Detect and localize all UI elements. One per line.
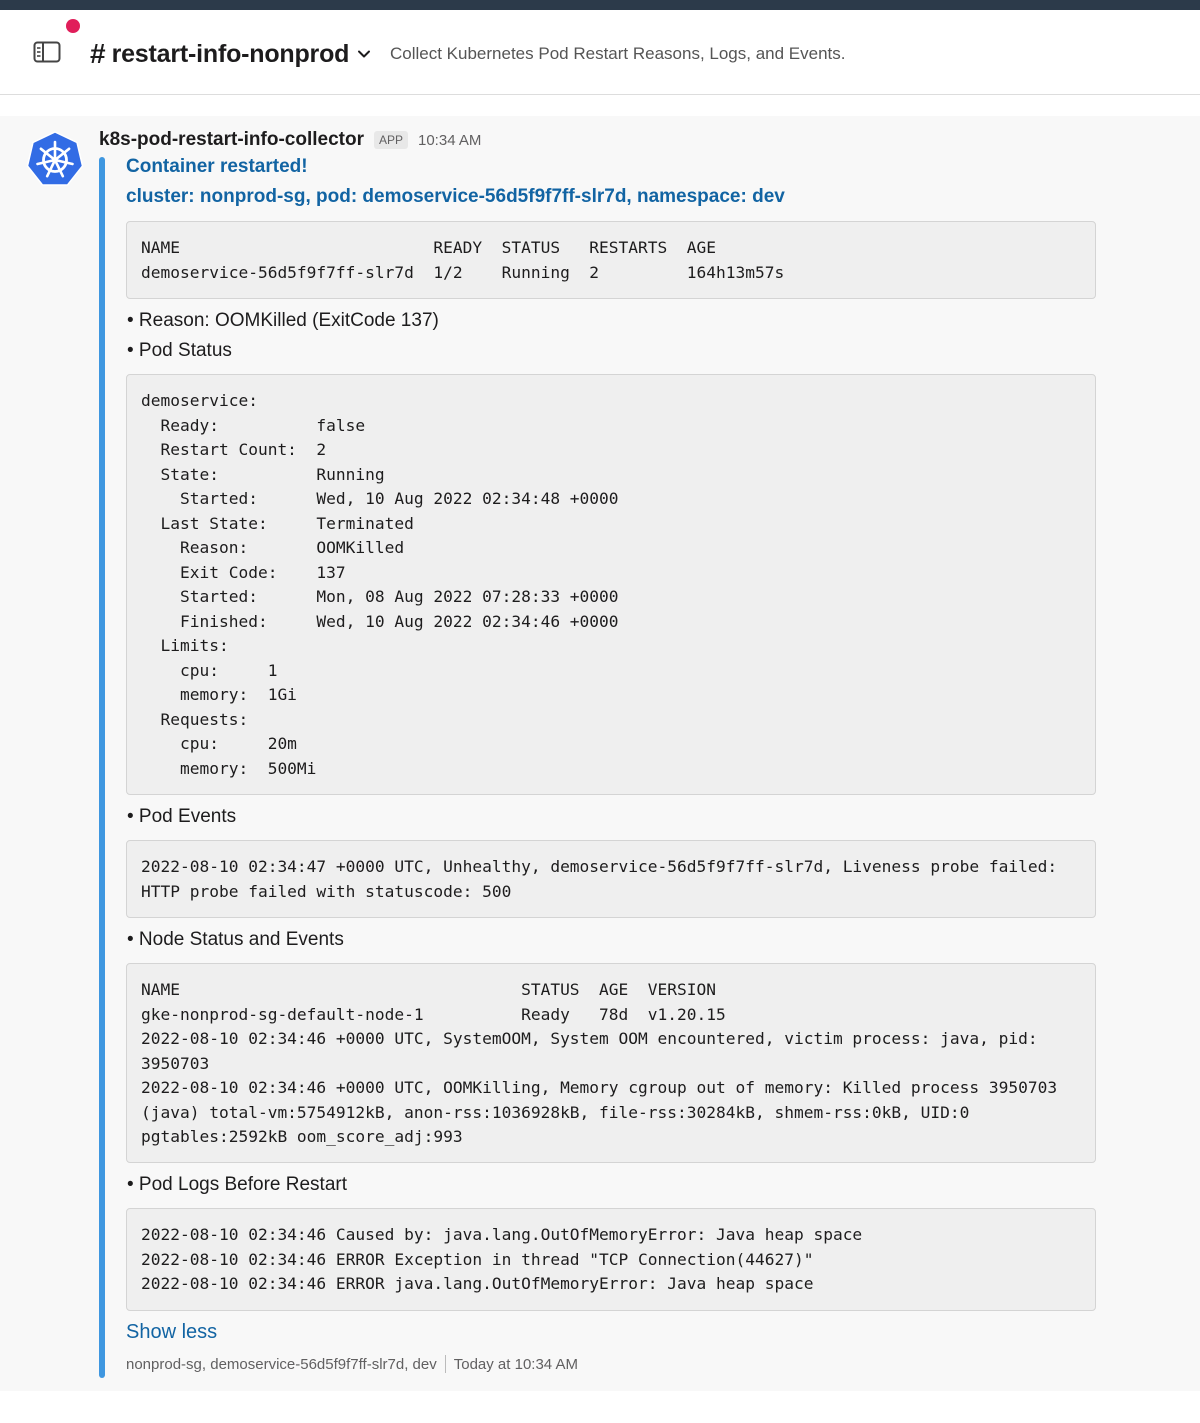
pod-table-code-block <box>126 221 1096 299</box>
attachment-footer <box>126 1355 578 1373</box>
window-top-bar <box>0 0 1200 10</box>
attachment-title: Container restarted! <box>126 156 308 177</box>
notification-dot <box>66 19 80 33</box>
pod-table-text: NAME READY STATUS RESTARTS AGE demoservice-56d5f9f7ff-slr7d 1/2 Running 2 164h13m57s <box>141 238 785 282</box>
pod-events-text: 2022-08-10 02:34:47 +0000 UTC, Unhealthy, demoservice-56d5f9f7ff-slr7d, Liveness probe failed: HTTP probe failed with statuscode: 500 <box>141 857 1058 901</box>
pod-status-text: demoservice: Ready: false Restart Count: 2 State: Running Started: Wed, 10 Aug 2022 02:34:48 +0000 Last State: Terminated Reason: OOMKilled Exit Code: 137 Started: Mon, 08 Aug 2022 07:28:33 +0000 Finished: Wed, 10 Aug 2022 02:34:46 +0000 Limits: cpu: 1 memory: 1Gi Requests: cpu: 20m memory: 500Mi <box>141 391 619 778</box>
sidebar-toggle-icon[interactable] <box>33 41 61 63</box>
pod-logs-heading: • Pod Logs Before Restart <box>127 1174 347 1195</box>
kubernetes-logo-avatar[interactable] <box>25 130 85 190</box>
bot-name[interactable]: k8s-pod-restart-info-collector <box>99 129 364 150</box>
app-badge: APP <box>374 131 408 149</box>
pod-events-heading: • Pod Events <box>127 806 237 827</box>
channel-topic[interactable]: Collect Kubernetes Pod Restart Reasons, Logs, and Events. <box>390 44 846 63</box>
node-status-code-block <box>126 963 1096 1163</box>
pod-status-code-block <box>126 374 1096 795</box>
chevron-down-icon <box>357 47 371 61</box>
channel-name: restart-info-nonprod <box>111 39 350 68</box>
footer-timestamp[interactable]: Today at 10:34 AM <box>453 1355 578 1373</box>
attachment-subtitle: cluster: nonprod-sg, pod: demoservice-56d5f9f7ff-slr7d, namespace: dev <box>126 186 785 207</box>
footer-text: nonprod-sg, demoservice-56d5f9f7ff-slr7d, dev <box>126 1355 437 1373</box>
attachment-accent-bar <box>99 157 105 1378</box>
channel-header <box>0 10 1200 95</box>
node-status-text: NAME STATUS AGE VERSION gke-nonprod-sg-default-node-1 Ready 78d v1.20.15 2022-08-10 02:34:46 +0000 UTC, SystemOOM, System OOM encountered, victim process: java, pid: 3950703 2022-08-10 02:34:46 +0000 UTC, OOMKilling, Memory cgroup out of memory: Killed process 3950703 (java) total-vm:5754912kB, anon-rss:1036928kB, file-rss:30284kB, shmem-rss:0kB, UID:0 pgtables:2592kB oom_score_adj:993 <box>141 980 1058 1146</box>
pod-logs-code-block <box>126 1208 1096 1311</box>
channel-hash: # <box>90 38 106 69</box>
restart-reason: • Reason: OOMKilled (ExitCode 137) <box>127 310 439 331</box>
node-status-heading: • Node Status and Events <box>127 929 344 950</box>
pod-status-heading: • Pod Status <box>127 340 232 361</box>
pod-events-code-block <box>126 840 1096 918</box>
channel-title-button[interactable] <box>90 37 371 71</box>
message-timestamp[interactable]: 10:34 AM <box>418 131 482 149</box>
pod-logs-text: 2022-08-10 02:34:46 Caused by: java.lang.OutOfMemoryError: Java heap space 2022-08-10 02:34:46 ERROR Exception in thread "TCP Connection(44627)" 2022-08-10 02:34:46 ERROR java.lang.OutOfMemoryError: Java heap space <box>141 1225 863 1293</box>
show-less-link[interactable]: Show less <box>126 1321 218 1343</box>
message-header <box>99 127 481 153</box>
footer-separator <box>445 1355 446 1373</box>
